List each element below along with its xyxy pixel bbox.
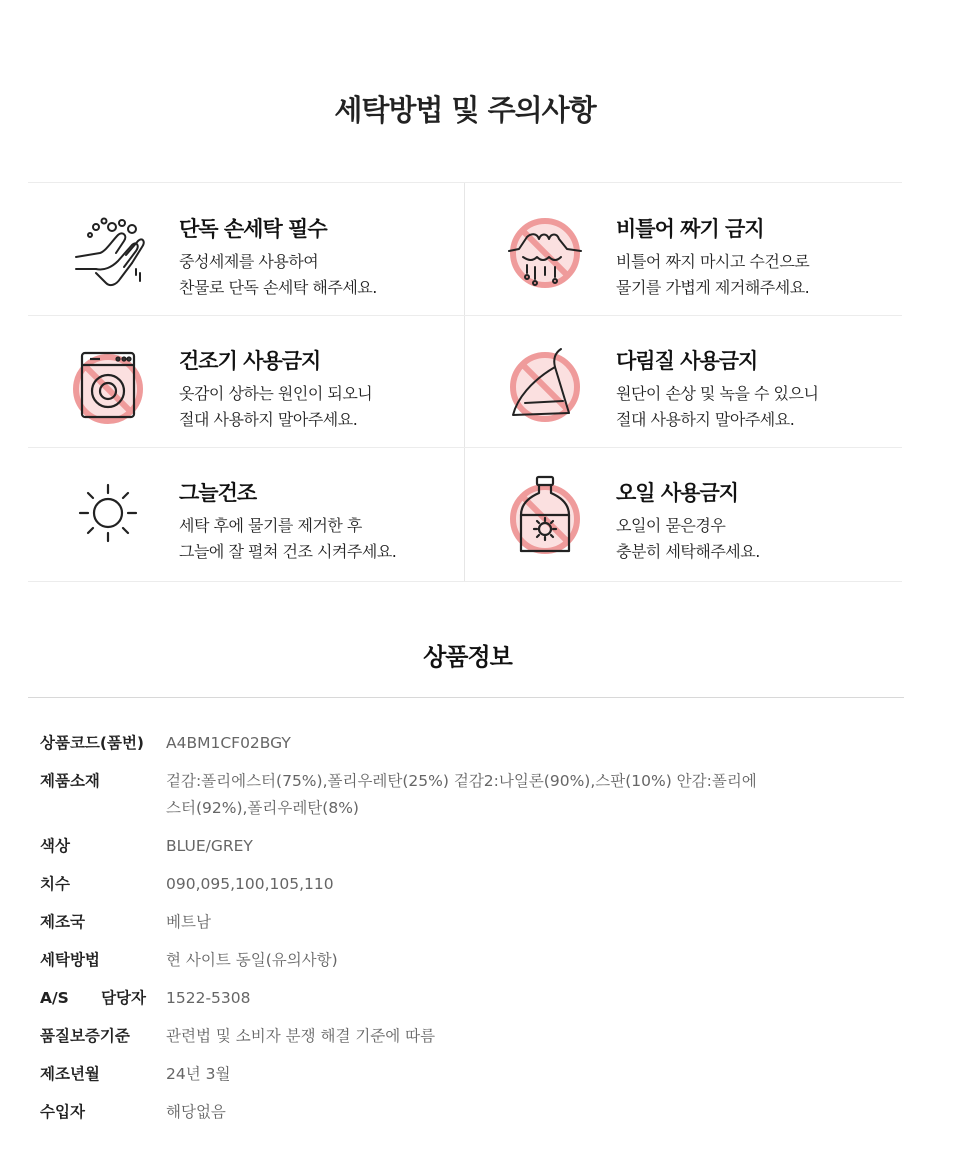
info-label: 치수: [40, 875, 70, 893]
section-divider: [28, 697, 904, 698]
care-item-title: 그늘건조: [179, 481, 257, 505]
info-label: 상품코드(품번): [40, 734, 145, 752]
care-item-no-iron: [465, 315, 902, 447]
product-info-row: [40, 871, 840, 898]
info-value: 1522-5308: [166, 989, 251, 1007]
product-info-row: [40, 1061, 840, 1088]
care-item-desc: 찬물로 단독 손세탁 해주세요.: [179, 278, 377, 297]
care-item-desc: 세탁 후에 물기를 제거한 후: [179, 516, 362, 535]
care-item-desc: 물기를 가볍게 제거해주세요.: [616, 278, 810, 297]
care-item-title: 오일 사용금지: [616, 481, 739, 505]
info-value: 관련법 및 소비자 분쟁 해결 기준에 따름: [166, 1027, 436, 1045]
info-label: 제조년월: [40, 1065, 100, 1083]
info-value: A4BM1CF02BGY: [166, 734, 291, 752]
product-info-title: 상품정보: [423, 643, 512, 671]
info-label: 세탁방법: [40, 951, 100, 969]
no-oil-icon: [503, 475, 587, 559]
hand-wash-icon: [66, 211, 150, 295]
care-item-desc: 충분히 세탁해주세요.: [616, 542, 760, 561]
info-value: BLUE/GREY: [166, 837, 253, 855]
info-label: 제품소재: [40, 772, 100, 790]
product-info-row: [40, 768, 840, 822]
care-item-desc: 절대 사용하지 말아주세요.: [616, 410, 795, 429]
info-value: 현 사이트 동일(유의사항): [166, 951, 338, 969]
product-info-row: [40, 1023, 840, 1050]
info-label: 수입자: [40, 1103, 85, 1121]
no-iron-icon: [503, 343, 587, 427]
care-item-desc: 그늘에 잘 펼쳐 건조 시켜주세요.: [179, 542, 397, 561]
info-label: 제조국: [40, 913, 85, 931]
care-item-desc: 옷감이 상하는 원인이 되오니: [179, 384, 373, 403]
product-info-row: [40, 985, 840, 1012]
care-item-desc: 오일이 묻은경우: [616, 516, 726, 535]
care-section-title: 세탁방법 및 주의사항: [334, 93, 596, 127]
info-value: 베트남: [166, 913, 211, 931]
care-item-desc: 절대 사용하지 말아주세요.: [179, 410, 358, 429]
care-item-title: 비틀어 짜기 금지: [616, 217, 764, 241]
care-item-title: 단독 손세탁 필수: [179, 217, 327, 241]
care-item-desc: 중성세제를 사용하여: [179, 252, 319, 271]
info-label: A/S 담당자: [40, 989, 146, 1007]
care-item-hand-wash: [28, 183, 465, 315]
info-label: 품질보증기준: [40, 1027, 130, 1045]
no-wring-icon: [503, 211, 587, 295]
care-item-title: 건조기 사용금지: [179, 349, 321, 373]
info-value: 24년 3월: [166, 1065, 231, 1083]
info-value: 겉감:폴리에스터(75%),폴리우레탄(25%) 겉감2:나일론(90%),스판(10%) 안감:폴리에스터(92%),폴리우레탄(8%): [166, 772, 757, 817]
care-item-desc: 비틀어 짜지 마시고 수건으로: [616, 252, 810, 271]
care-item-no-dryer: [28, 315, 465, 447]
care-item-no-wring: [465, 183, 902, 315]
product-info-row: [40, 1099, 840, 1126]
care-instructions-grid: [28, 182, 902, 582]
info-value: 090,095,100,105,110: [166, 875, 334, 893]
sun-icon: [66, 475, 150, 559]
product-info-table: [40, 730, 840, 1137]
no-dryer-icon: [66, 343, 150, 427]
care-item-desc: 원단이 손상 및 녹을 수 있으니: [616, 384, 819, 403]
care-item-title: 다림질 사용금지: [616, 349, 758, 373]
info-label: 색상: [40, 837, 70, 855]
product-info-row: [40, 909, 840, 936]
product-info-row: [40, 947, 840, 974]
care-item-shade-dry: [28, 447, 465, 579]
product-info-row: [40, 833, 840, 860]
info-value: 해당없음: [166, 1103, 226, 1121]
care-item-no-oil: [465, 447, 902, 579]
product-info-row: [40, 730, 840, 757]
